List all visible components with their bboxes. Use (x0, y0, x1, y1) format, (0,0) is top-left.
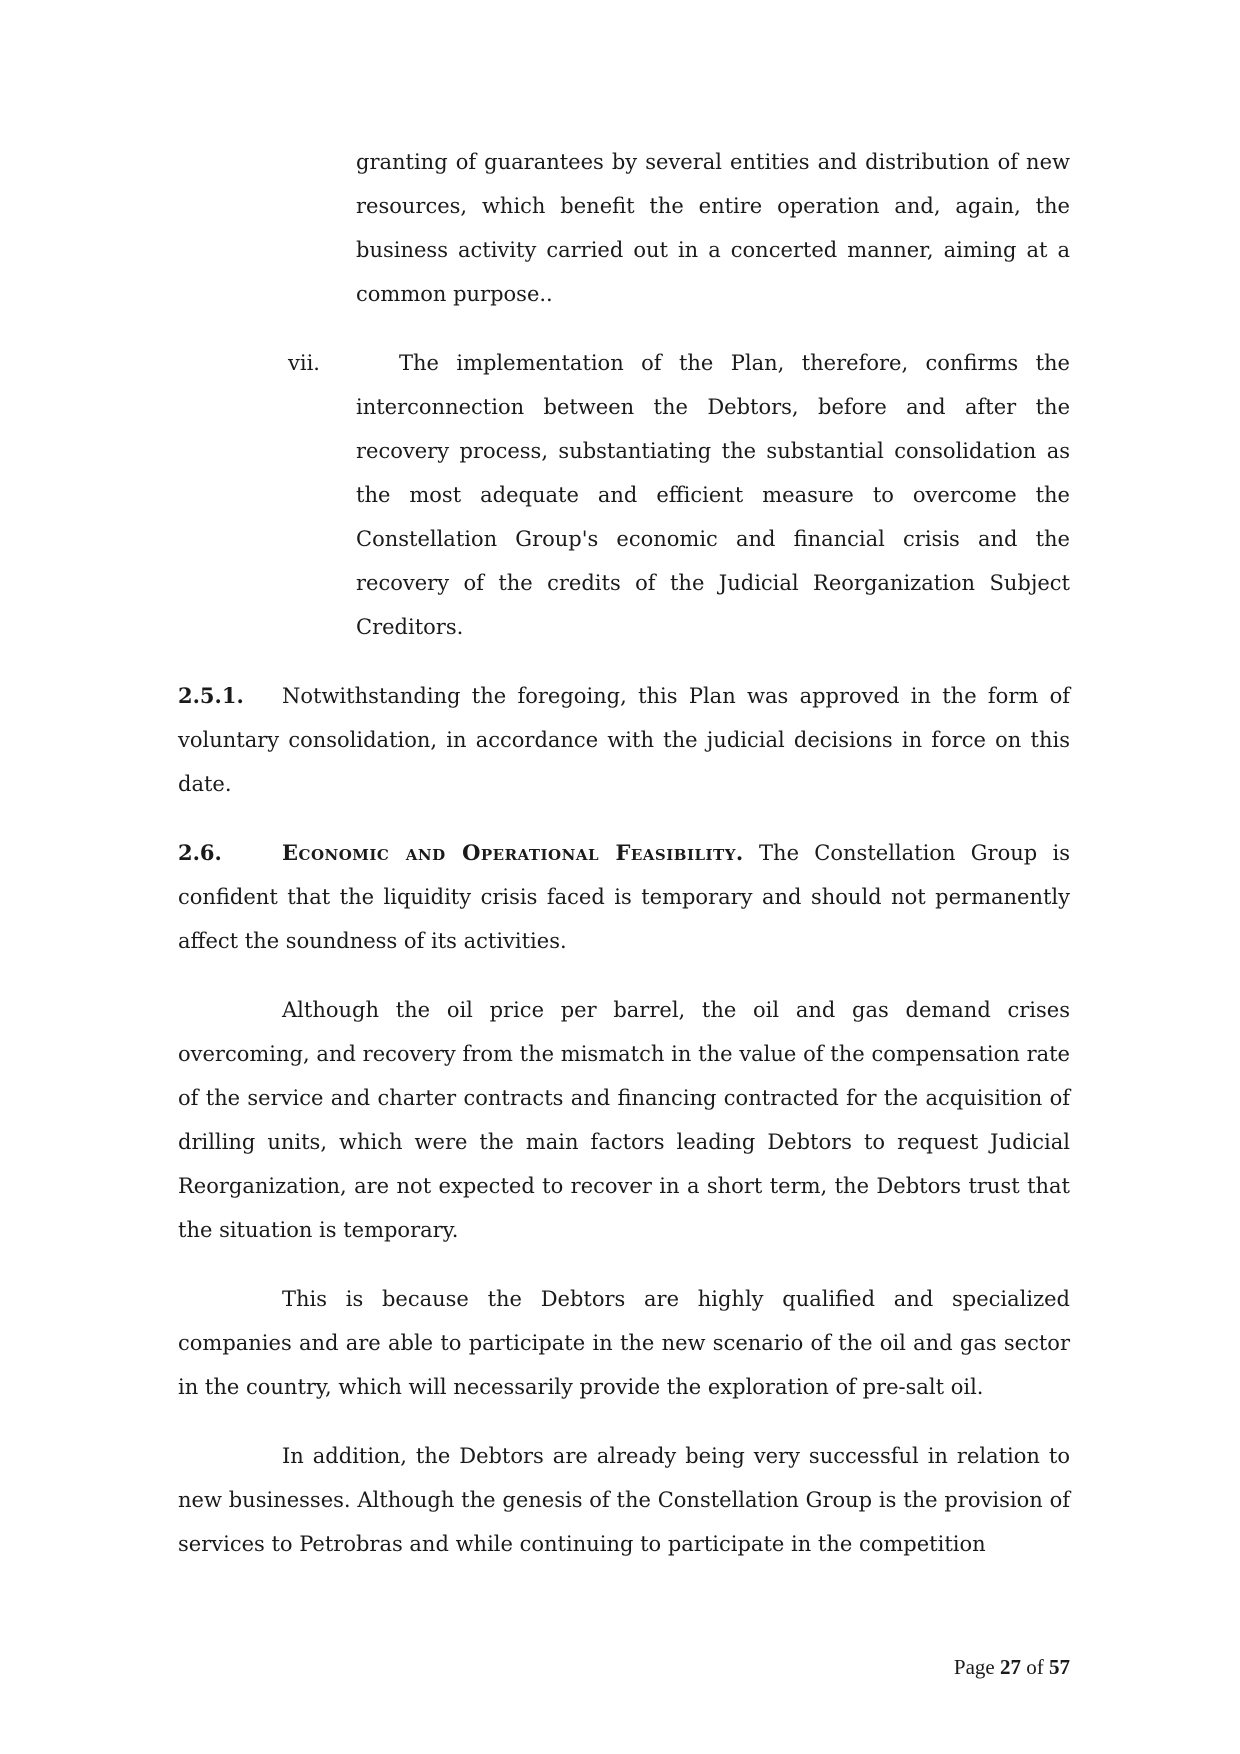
page-current: 27 (1000, 1655, 1021, 1679)
list-item-vii (178, 341, 1070, 649)
section-text: Notwithstanding the foregoing, this Plan was approved in the form of voluntary consolidation, in accordance with the judicial decisions in force on this date. (178, 684, 1070, 796)
section-number: 2.5.1. (178, 683, 244, 708)
page-prefix: Page (953, 1655, 995, 1679)
paragraph-oil-price: Although the oil price per barrel, the oil and gas demand crises overcoming, and recovery from the mismatch in the value of the compensation rate of the service and charter contracts and financing contracted for the acquisition of drilling units, which were the main factors leading Debtors to request Judicial Reorganization, are not expected to recover in a short term, the Debtors trust that the situation is temporary. (178, 998, 1070, 1242)
page-total: 57 (1049, 1655, 1070, 1679)
section-text: The Constellation Group is confident that the liquidity crisis faced is temporary and should not permanently affect the soundness of its activities. (178, 841, 1070, 953)
body-text (178, 140, 1070, 1566)
continued-paragraph: granting of guarantees by several entities and distribution of new resources, which benefit the entire operation and, again, the business activity carried out in a concerted manner, aiming at a common purpose.. (356, 150, 1070, 306)
page-number (954, 1655, 1070, 1680)
section-number: 2.6. (178, 840, 222, 865)
list-item-number: vii. (288, 351, 320, 375)
section-2-6 (178, 831, 1070, 963)
paragraph-new-business: In addition, the Debtors are already being very successful in relation to new businesses. Although the genesis of the Constellation Group is the provision of services to Petrobras and while continuing to participate in the competition (178, 1444, 1070, 1556)
page-of: of (1026, 1655, 1044, 1679)
paragraph-qualified: This is because the Debtors are highly qualified and specialized companies and are able to participate in the new scenario of the oil and gas sector in the country, which will necessarily provide the exploration of pre-salt oil. (178, 1287, 1070, 1399)
section-heading: Economic and Operational Feasibility. (282, 840, 744, 865)
list-item-text: The implementation of the Plan, therefore, confirms the interconnection between the Debtors, before and after the recovery process, substantiating the substantial consolidation as the most adequate and efficient measure to overcome the Constellation Group's economic and financial crisis and the recovery of the credits of the Judicial Reorganization Subject Creditors. (356, 351, 1070, 639)
section-2-5-1 (178, 674, 1070, 806)
